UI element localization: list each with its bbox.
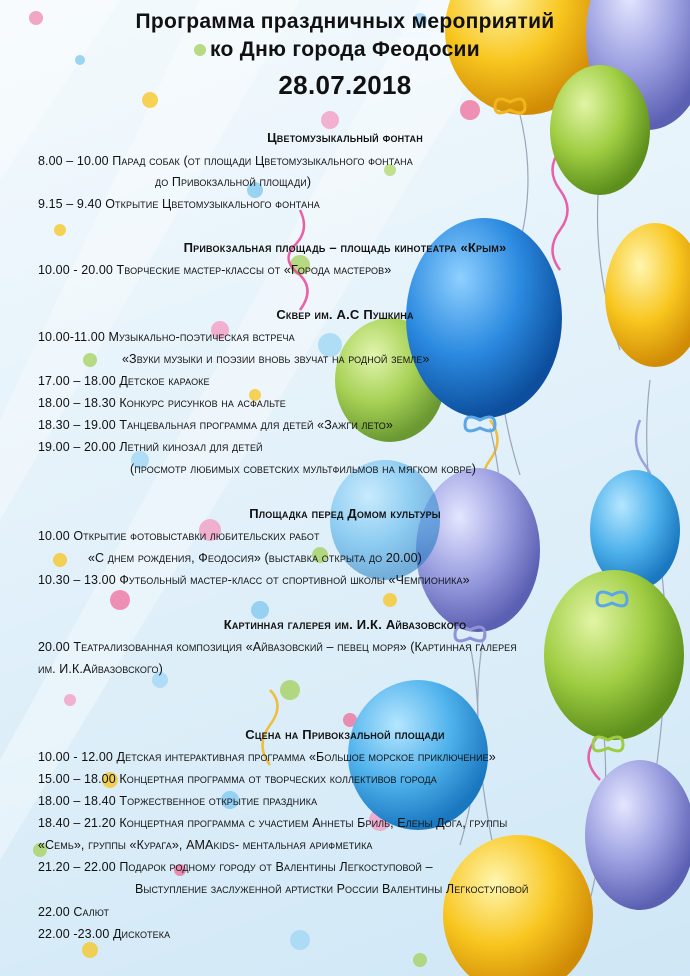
section-heading-station-stage: Сцена на Привокзальной площади — [245, 727, 445, 742]
event-line: 18.30 – 19.00 Танцевальная программа для детей «Зажги лето» — [38, 418, 393, 432]
event-line: до Привокзальной площади) — [155, 175, 312, 189]
event-line: 18.00 – 18.30 Конкурс рисунков на асфальте — [38, 396, 286, 410]
event-line: 15.00 – 18.00 Концертная программа от творческих коллективов города — [38, 772, 437, 786]
event-line: 10.00 Открытие фотовыставки любительских работ — [38, 529, 320, 543]
event-line: 18.40 – 21.20 Концертная программа с участием Аннеты Бриль, Елены Дога, группы — [38, 816, 508, 830]
event-line: 10.00 - 20.00 Творческие мастер-классы от «Города мастеров» — [38, 263, 392, 277]
section-heading-aivazovsky-gallery: Картинная галерея им. И.К. Айвазовского — [223, 617, 467, 632]
program-title: Программа праздничных мероприятий — [135, 10, 555, 33]
event-line: 9.15 – 9.40 Открытие Цветомузыкального фонтана — [38, 197, 320, 211]
event-line: «Семь», группы «Курага», AMAkids- ментальная арифметика — [38, 838, 373, 852]
section-heading-station-square: Привокзальная площадь – площадь кинотеатра «Крым» — [183, 240, 507, 255]
event-line: 22.00 -23.00 Дискотека — [38, 927, 171, 941]
program-subtitle: ко Дню города Феодосии — [210, 38, 480, 61]
event-line: 10.00 - 12.00 Детская интерактивная программа «Большое морское приключение» — [38, 750, 496, 764]
event-line: им. И.К.Айвазовского) — [38, 662, 163, 676]
event-line: 19.00 – 20.00 Летний кинозал для детей — [38, 440, 263, 454]
event-line: 10.30 – 13.00 Футбольный мастер-класс от спортивной школы «Чемпионика» — [38, 573, 470, 587]
event-line: 17.00 – 18.00 Детское караоке — [38, 374, 210, 388]
event-line: 22.00 Салют — [38, 905, 110, 919]
event-line: 10.00-11.00 Музыкально-поэтическая встреча — [38, 330, 295, 344]
event-line: (просмотр любимых советских мультфильмов на мягком ковре) — [130, 462, 477, 476]
event-line: «С днем рождения, Феодосия» (выставка открыта до 20.00) — [88, 551, 422, 565]
section-heading-fountain: Цветомузыкальный фонтан — [267, 130, 423, 145]
event-line: 8.00 – 10.00 Парад собак (от площади Цветомузыкального фонтана — [38, 154, 413, 168]
section-heading-culture-house: Площадка перед Домом культуры — [249, 506, 441, 521]
event-line: 21.20 – 22.00 Подарок родному городу от Валентины Легкоступовой – — [38, 860, 433, 874]
program-date: 28.07.2018 — [278, 70, 412, 100]
event-line: 18.00 – 18.40 Торжественное открытие праздника — [38, 794, 318, 808]
section-heading-pushkin-square: Сквер им. А.С Пушкина — [276, 307, 414, 322]
event-line: Выступление заслуженной артистки России Валентины Легкоступовой — [135, 882, 529, 896]
event-line: «Звуки музыки и поэзии вновь звучат на родной земле» — [122, 352, 430, 366]
event-line: 20.00 Театрализованная композиция «Айвазовский – певец моря» (Картинная галерея — [38, 640, 517, 654]
